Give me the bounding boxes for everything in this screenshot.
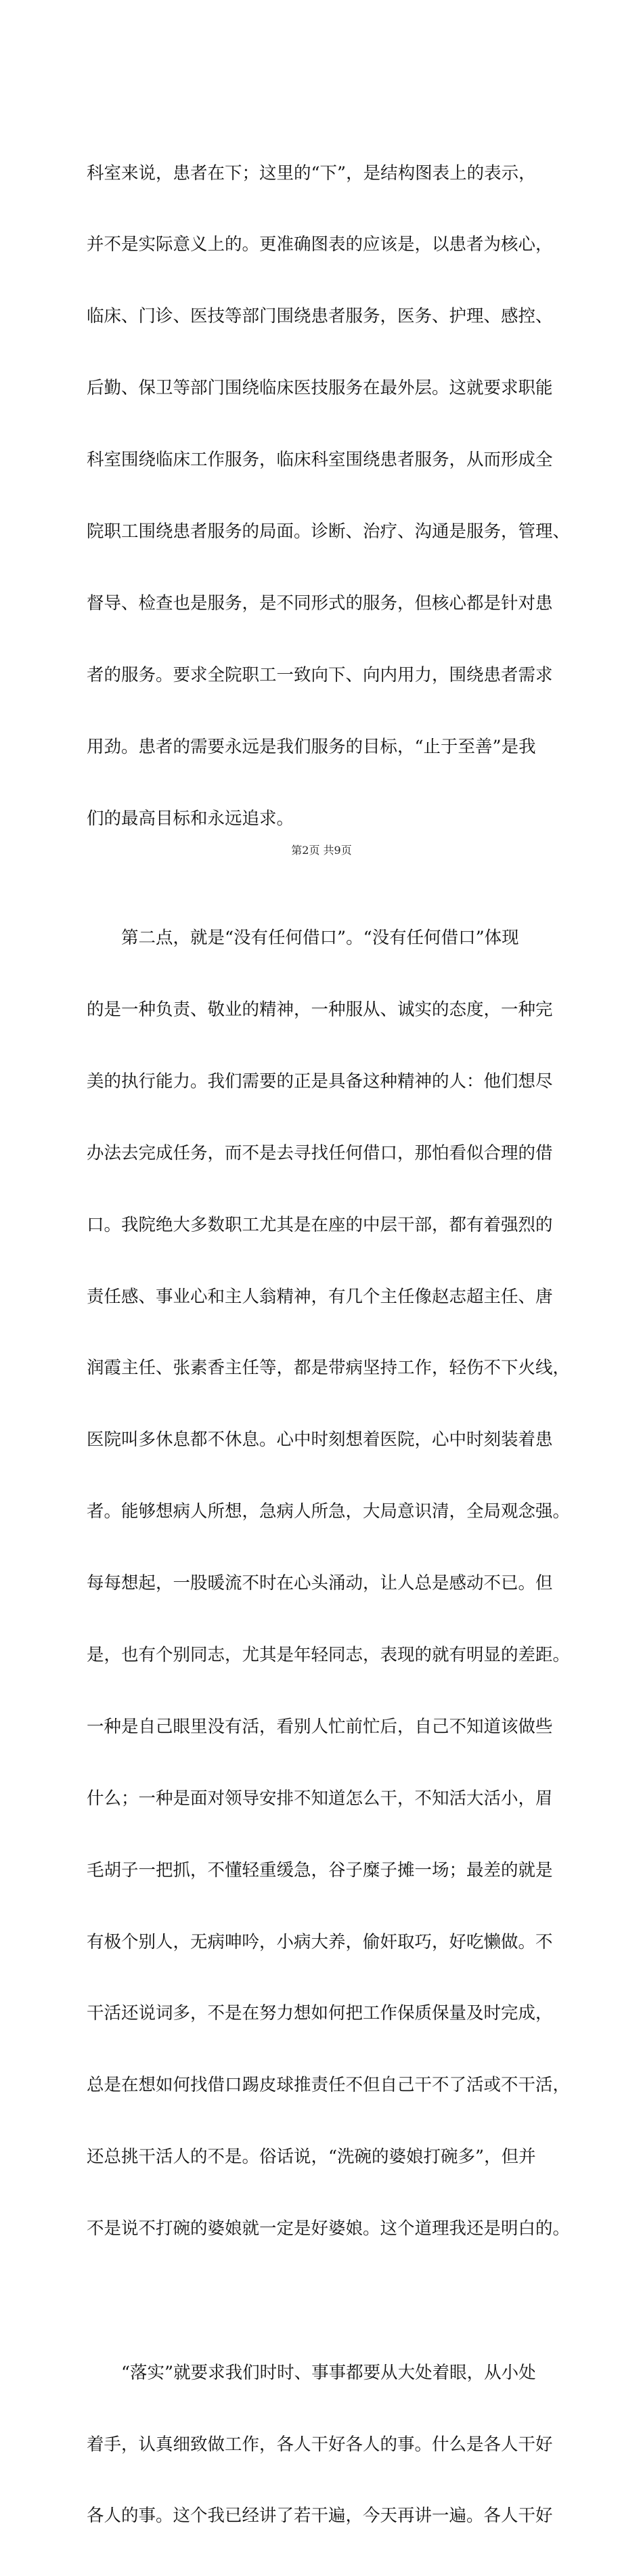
text-line: 每每想起，一股暖流不时在心头涌动，让人总是感动不已。但 xyxy=(87,1573,553,1594)
text-line: 督导、检查也是服务，是不同形式的服务，但核心都是针对患 xyxy=(87,593,553,614)
text-line: 各人的事。这个我已经讲了若干遍，今天再讲一遍。各人干好 xyxy=(87,2506,553,2527)
text-line: 是，也有个别同志，尤其是年轻同志，表现的就有明显的差距。 xyxy=(87,1645,571,1665)
page-footer xyxy=(0,842,643,857)
text-line: 用劲。患者的需要永远是我们服务的目标，“止于至善”是我 xyxy=(87,736,536,757)
text-line: 美的执行能力。我们需要的正是具备这种精神的人：他们想尽 xyxy=(87,1071,553,1092)
text-line: 干活还说词多，不是在努力想如何把工作保质保量及时完成， xyxy=(87,2003,553,2024)
text-line: 一种是自己眼里没有活，看别人忙前忙后，自己不知道该做些 xyxy=(87,1716,553,1737)
text-line: 者。能够想病人所想，急病人所急，大局意识清，全局观念强。 xyxy=(87,1501,571,1522)
text-line: 并不是实际意义上的。更准确图表的应该是，以患者为核心， xyxy=(87,234,553,255)
text-line: 口。我院绝大多数职工尤其是在座的中层干部，都有着强烈的 xyxy=(87,1214,553,1235)
paragraph-implementation xyxy=(87,2313,577,2576)
text-line: 还总挑干活人的不是。俗话说，“洗碗的婆娘打碗多”，但并 xyxy=(87,2147,536,2168)
text-line: 科室来说，患者在下；这里的“下”，是结构图表上的表示， xyxy=(87,163,536,184)
text-line: 第二点，就是“没有任何借口”。“没有任何借口”体现 xyxy=(87,928,519,949)
text-line: 者的服务。要求全院职工一致向下、向内用力，围绕患者需求 xyxy=(87,664,553,685)
text-line: 院职工围绕患者服务的局面。诊断、治疗、沟通是服务，管理、 xyxy=(87,521,571,542)
text-line: 办法去完成任务，而不是去寻找任何借口，那怕看似合理的借 xyxy=(87,1142,553,1163)
paragraph-patient-centered xyxy=(87,114,577,879)
text-line: 总是在想如何找借口踢皮球推责任不但自己干不了活或不干活， xyxy=(87,2075,571,2096)
text-line: 毛胡子一把抓，不懂轻重缓急，谷子糜子摊一场；最差的就是 xyxy=(87,1860,553,1881)
text-line: 临床、门诊、医技等部门围绕患者服务，医务、护理、感控、 xyxy=(87,306,553,327)
paragraph-no-excuses xyxy=(87,879,577,2290)
text-line: 的是一种负责、敬业的精神，一种服从、诚实的态度，一种完 xyxy=(87,999,553,1020)
text-line: 们的最高目标和永远追求。 xyxy=(87,808,294,829)
text-line: 有极个别人，无病呻吟，小病大养，偷奸取巧，好吃懒做。不 xyxy=(87,1931,553,1952)
text-line: 后勤、保卫等部门围绕临床医技服务在最外层。这就要求职能 xyxy=(87,378,553,399)
text-line: 润霞主任、张素香主任等，都是带病坚持工作，轻伤不下火线， xyxy=(87,1358,571,1379)
page-number-label: 第2页 共9页 xyxy=(291,844,352,857)
text-line: 不是说不打碗的婆娘就一定是好婆娘。这个道理我还是明白的。 xyxy=(87,2218,571,2239)
text-line: 什么；一种是面对领导安排不知道怎么干，不知活大活小，眉 xyxy=(87,1788,553,1809)
document-page xyxy=(87,114,577,2576)
text-line: 医院叫多休息都不休息。心中时刻想着医院，心中时刻装着患 xyxy=(87,1430,553,1451)
text-line: 责任感、事业心和主人翁精神，有几个主任像赵志超主任、唐 xyxy=(87,1286,553,1307)
text-line: 着手，认真细致做工作，各人干好各人的事。什么是各人干好 xyxy=(87,2434,553,2455)
text-line: “落实”就要求我们时时、事事都要从大处着眼，从小处 xyxy=(87,2362,536,2383)
text-line: 科室围绕临床工作服务，临床科室围绕患者服务，从而形成全 xyxy=(87,450,553,471)
paragraph-spacer xyxy=(87,2289,577,2313)
